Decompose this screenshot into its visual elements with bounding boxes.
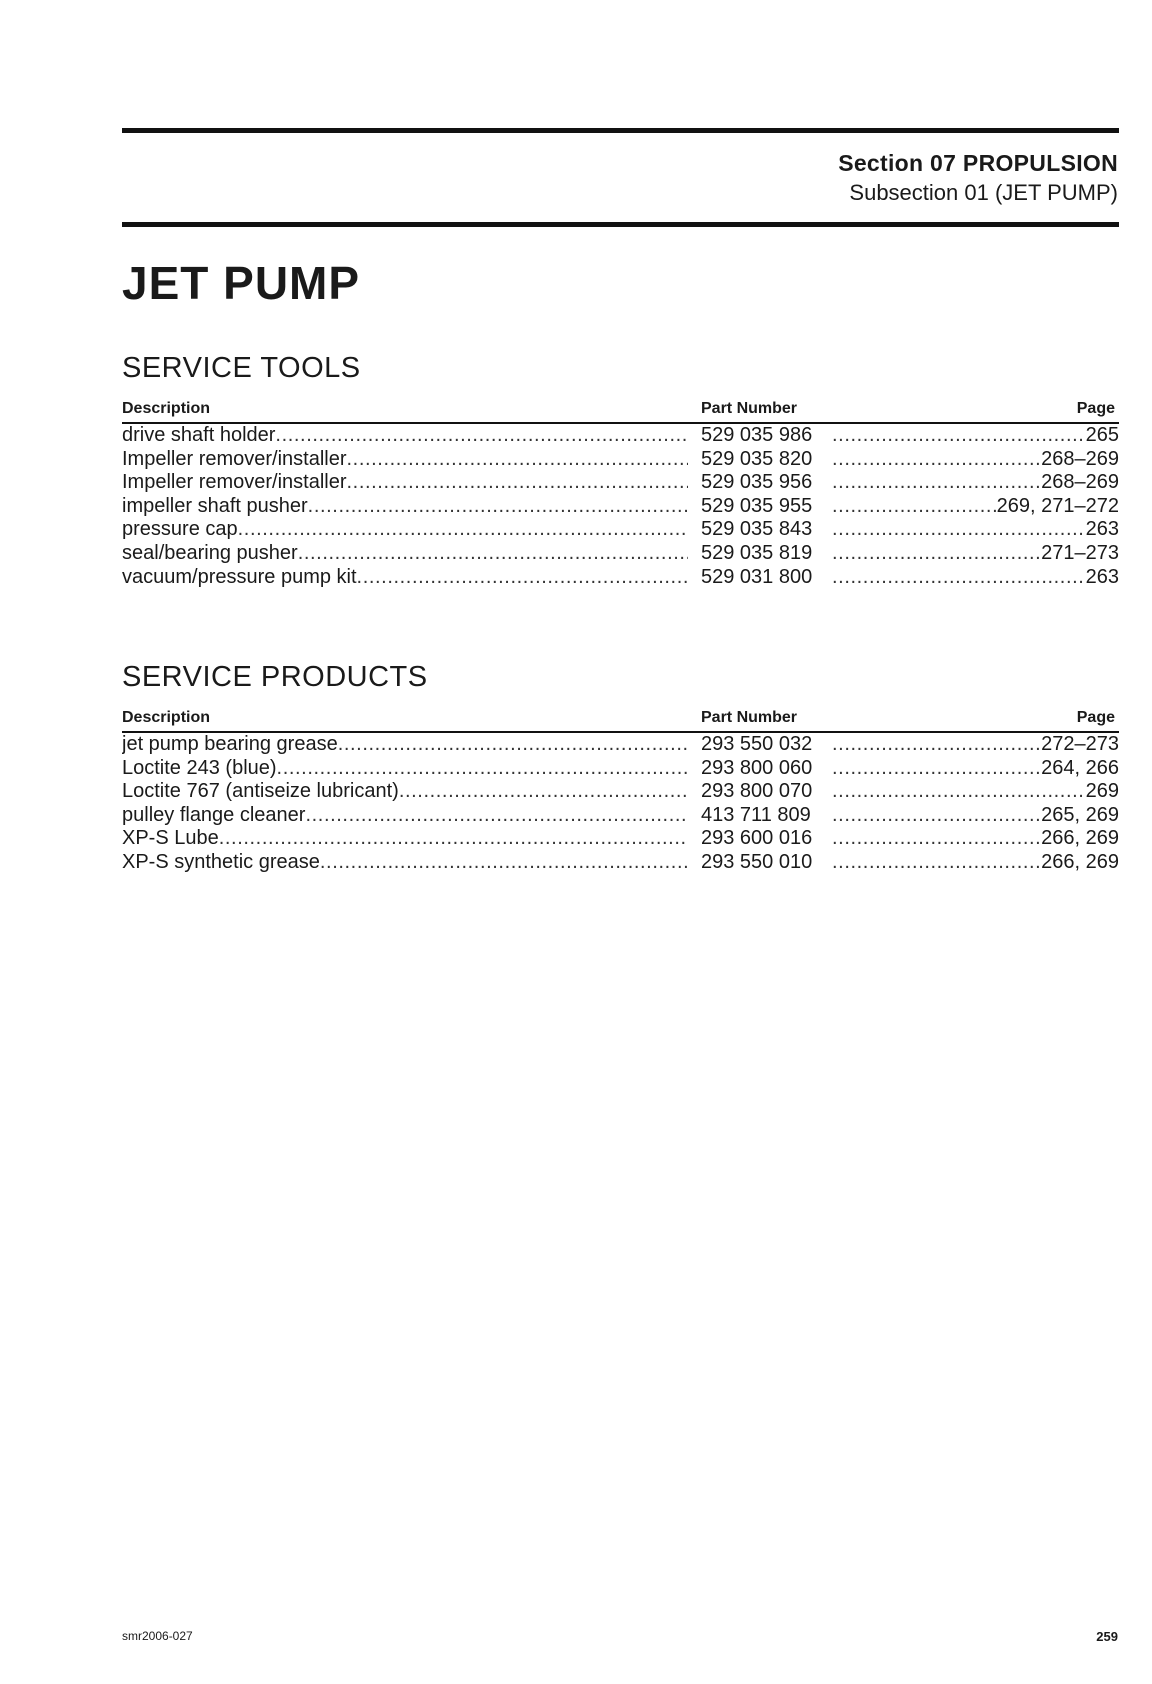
row-description: Loctite 767 (antiseize lubricant) bbox=[122, 780, 399, 803]
leader-dots bbox=[832, 804, 1041, 828]
table-row bbox=[122, 518, 1119, 542]
leader-dots bbox=[219, 827, 688, 851]
row-page: 263 bbox=[1085, 565, 1119, 588]
service-products-table bbox=[122, 709, 1119, 875]
leader-dots bbox=[832, 566, 1086, 590]
row-part-number: 529 031 800 bbox=[701, 565, 813, 588]
leader-dots bbox=[832, 471, 1041, 495]
table-row bbox=[122, 495, 1119, 519]
row-part-number: 529 035 843 bbox=[701, 518, 813, 541]
table-row bbox=[122, 542, 1119, 566]
leader-dots bbox=[832, 518, 1086, 542]
leader-dots bbox=[347, 471, 688, 495]
column-header-part-number: Part Number bbox=[701, 709, 798, 726]
leader-dots bbox=[832, 851, 1041, 875]
row-description: Impeller remover/installer bbox=[122, 447, 347, 470]
table-row bbox=[122, 471, 1119, 495]
leader-dots bbox=[832, 495, 997, 519]
header-rule-top bbox=[122, 128, 1119, 133]
service-products-heading: SERVICE PRODUCTS bbox=[122, 661, 428, 693]
row-page: 263 bbox=[1085, 518, 1119, 541]
leader-dots bbox=[832, 733, 1041, 757]
column-header-part-number: Part Number bbox=[701, 400, 798, 417]
row-description: XP-S Lube bbox=[122, 827, 219, 850]
row-page: 268–269 bbox=[1041, 447, 1119, 470]
leader-dots bbox=[832, 827, 1041, 851]
table-header bbox=[122, 400, 1119, 424]
service-tools-heading: SERVICE TOOLS bbox=[122, 352, 361, 384]
leader-dots bbox=[832, 780, 1086, 804]
row-description: jet pump bearing grease bbox=[122, 733, 338, 755]
page-title: JET PUMP bbox=[122, 257, 361, 309]
column-header-page: Page bbox=[1076, 400, 1115, 417]
row-description: Loctite 243 (blue) bbox=[122, 756, 277, 779]
row-page: 269, 271–272 bbox=[996, 494, 1119, 517]
row-part-number: 293 600 016 bbox=[701, 827, 813, 850]
leader-dots bbox=[238, 518, 688, 542]
row-description: XP-S synthetic grease bbox=[122, 850, 320, 873]
row-page: 264, 266 bbox=[1041, 756, 1119, 779]
row-description: Impeller remover/installer bbox=[122, 471, 347, 494]
table-row bbox=[122, 424, 1119, 448]
row-description: drive shaft holder bbox=[122, 424, 276, 446]
service-tools-table bbox=[122, 400, 1119, 589]
row-page: 265 bbox=[1085, 424, 1119, 446]
row-page: 266, 269 bbox=[1041, 827, 1119, 850]
row-page: 266, 269 bbox=[1041, 850, 1119, 873]
row-page: 269 bbox=[1085, 780, 1119, 803]
leader-dots bbox=[832, 424, 1086, 448]
document-code: smr2006-027 bbox=[122, 1629, 193, 1643]
leader-dots bbox=[832, 542, 1041, 566]
leader-dots bbox=[277, 757, 688, 781]
row-part-number: 293 550 010 bbox=[701, 850, 813, 873]
row-part-number: 529 035 986 bbox=[701, 424, 813, 446]
subsection-label: Subsection 01 (JET PUMP) bbox=[849, 180, 1118, 205]
column-header-description: Description bbox=[122, 709, 211, 726]
leader-dots bbox=[399, 780, 688, 804]
row-part-number: 529 035 955 bbox=[701, 494, 813, 517]
leader-dots bbox=[347, 448, 688, 472]
row-part-number: 529 035 819 bbox=[701, 541, 813, 564]
leader-dots bbox=[338, 733, 688, 757]
table-row bbox=[122, 827, 1119, 851]
row-description: impeller shaft pusher bbox=[122, 494, 308, 517]
table-header bbox=[122, 709, 1119, 733]
leader-dots bbox=[320, 851, 688, 875]
table-row bbox=[122, 757, 1119, 781]
leader-dots bbox=[357, 566, 688, 590]
row-part-number: 293 550 032 bbox=[701, 733, 813, 755]
row-part-number: 293 800 060 bbox=[701, 756, 813, 779]
leader-dots bbox=[308, 495, 688, 519]
section-label: Section 07 PROPULSION bbox=[838, 150, 1118, 176]
leader-dots bbox=[275, 424, 688, 448]
row-part-number: 529 035 820 bbox=[701, 447, 813, 470]
row-part-number: 413 711 809 bbox=[701, 803, 811, 826]
table-row bbox=[122, 566, 1119, 590]
row-part-number: 293 800 070 bbox=[701, 780, 813, 803]
table-row bbox=[122, 733, 1119, 757]
leader-dots bbox=[832, 757, 1041, 781]
leader-dots bbox=[298, 542, 688, 566]
row-page: 268–269 bbox=[1041, 471, 1119, 494]
row-description: pressure cap bbox=[122, 518, 238, 541]
row-description: pulley flange cleaner bbox=[122, 803, 306, 826]
table-row bbox=[122, 448, 1119, 472]
table-row bbox=[122, 851, 1119, 875]
table-row bbox=[122, 804, 1119, 828]
row-description: seal/bearing pusher bbox=[122, 541, 298, 564]
row-part-number: 529 035 956 bbox=[701, 471, 813, 494]
leader-dots bbox=[305, 804, 688, 828]
row-description: vacuum/pressure pump kit bbox=[122, 565, 357, 588]
header-rule-bottom bbox=[122, 222, 1119, 227]
column-header-description: Description bbox=[122, 400, 211, 417]
row-page: 272–273 bbox=[1041, 733, 1119, 755]
row-page: 265, 269 bbox=[1041, 803, 1119, 826]
leader-dots bbox=[832, 448, 1041, 472]
column-header-page: Page bbox=[1076, 709, 1115, 726]
page-number: 259 bbox=[1096, 1629, 1118, 1644]
row-page: 271–273 bbox=[1041, 541, 1119, 564]
table-row bbox=[122, 780, 1119, 804]
